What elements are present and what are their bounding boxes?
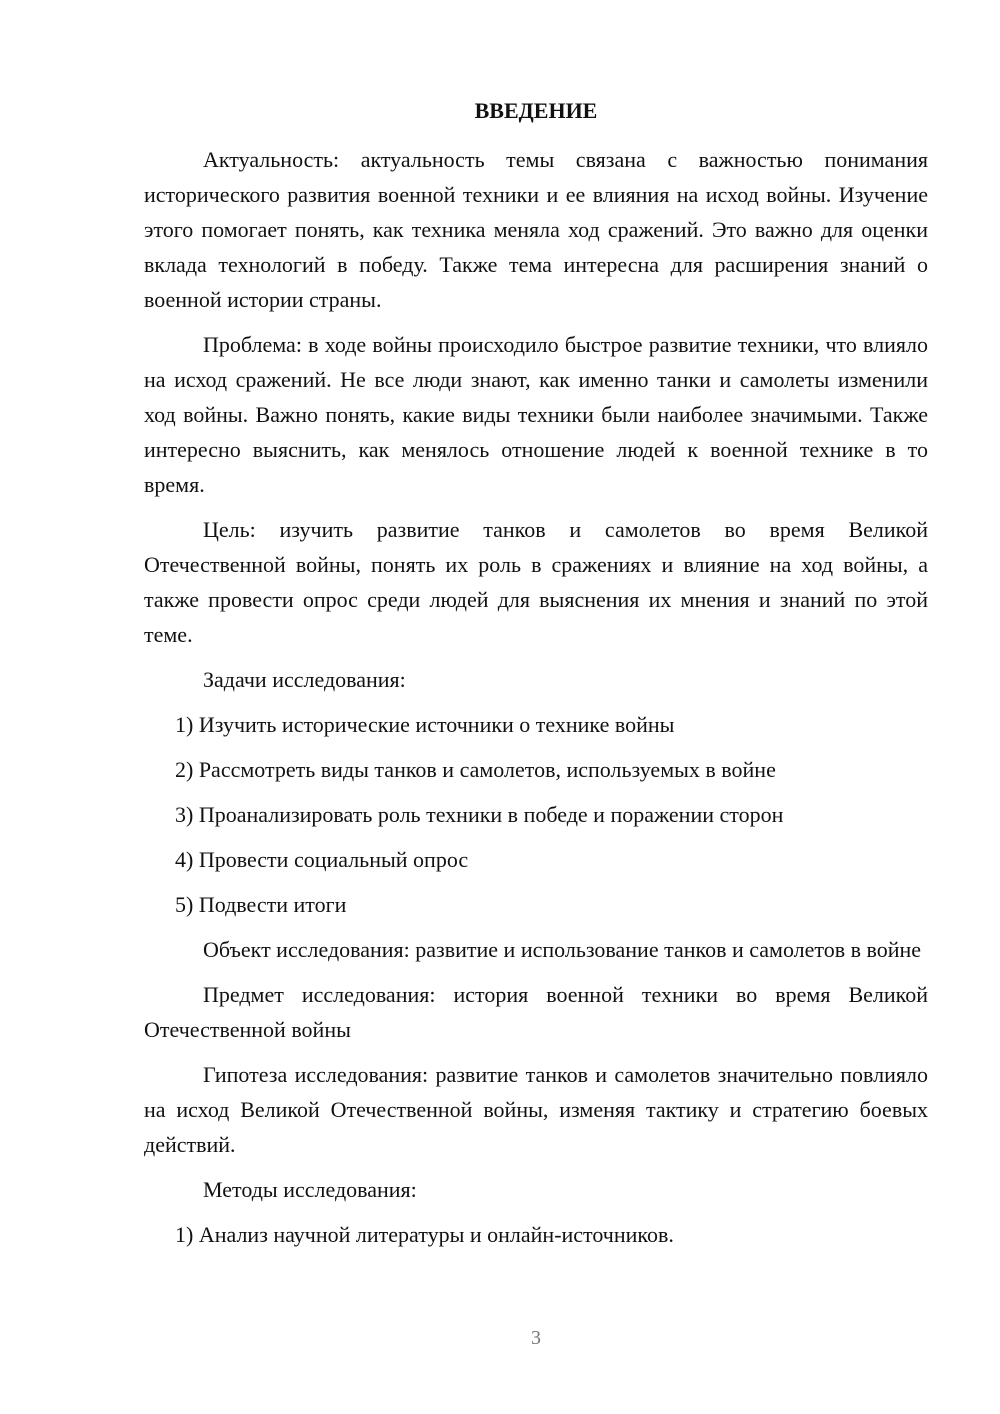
list-item: 1) Изучить исторические источники о технике войны (175, 712, 675, 737)
tasks-heading: Задачи исследования: (203, 667, 406, 692)
goal-paragraph: Цель: изучить развитие танков и самолетов во время Великой Отечественной войны, понять их роль в сражениях и влияние на ход войны, а также провести опрос среди людей для выяснения их мнения и знаний по этой теме. (144, 517, 928, 647)
section-title: ВВЕДЕНИЕ (474, 98, 598, 123)
relevance-paragraph: Актуальность: актуальность темы связана с важностью понимания исторического развития военной техники и ее влияния на исход войны. Изучение этого помогает понять, как техника меняла ход сражений. Это важно для оценки вклада технологий в победу. Также тема интересна для расширения знаний о военной истории страны. (144, 147, 928, 312)
problem-paragraph: Проблема: в ходе войны происходило быстрое развитие техники, что влияло на исход сражений. Не все люди знают, как именно танки и самолеты изменили ход войны. Важно понять, какие виды техники были наиболее значимыми. Также интересно выяснить, как менялось отношение людей к военной технике в то время. (144, 332, 928, 497)
page-number: 3 (531, 1327, 541, 1349)
body-text (144, 142, 928, 1262)
list-item: 5) Подвести итоги (175, 892, 347, 917)
methods-list (144, 1217, 928, 1252)
object-paragraph: Объект исследования: развитие и использование танков и самолетов в войне (203, 937, 922, 962)
list-item: 4) Провести социальный опрос (175, 847, 469, 872)
subject-paragraph: Предмет исследования: история военной техники во время Великой Отечественной войны (144, 982, 928, 1042)
list-item: 3) Проанализировать роль техники в победе и поражении сторон (175, 802, 784, 827)
list-item: 2) Рассмотреть виды танков и самолетов, используемых в войне (175, 757, 776, 782)
methods-heading: Методы исследования: (203, 1177, 417, 1202)
tasks-list (144, 707, 928, 922)
list-item: 1) Анализ научной литературы и онлайн-источников. (175, 1222, 674, 1247)
hypothesis-paragraph: Гипотеза исследования: развитие танков и самолетов значительно повлияло на исход Великой Отечественной войны, изменяя тактику и стратегию боевых действий. (144, 1062, 928, 1157)
